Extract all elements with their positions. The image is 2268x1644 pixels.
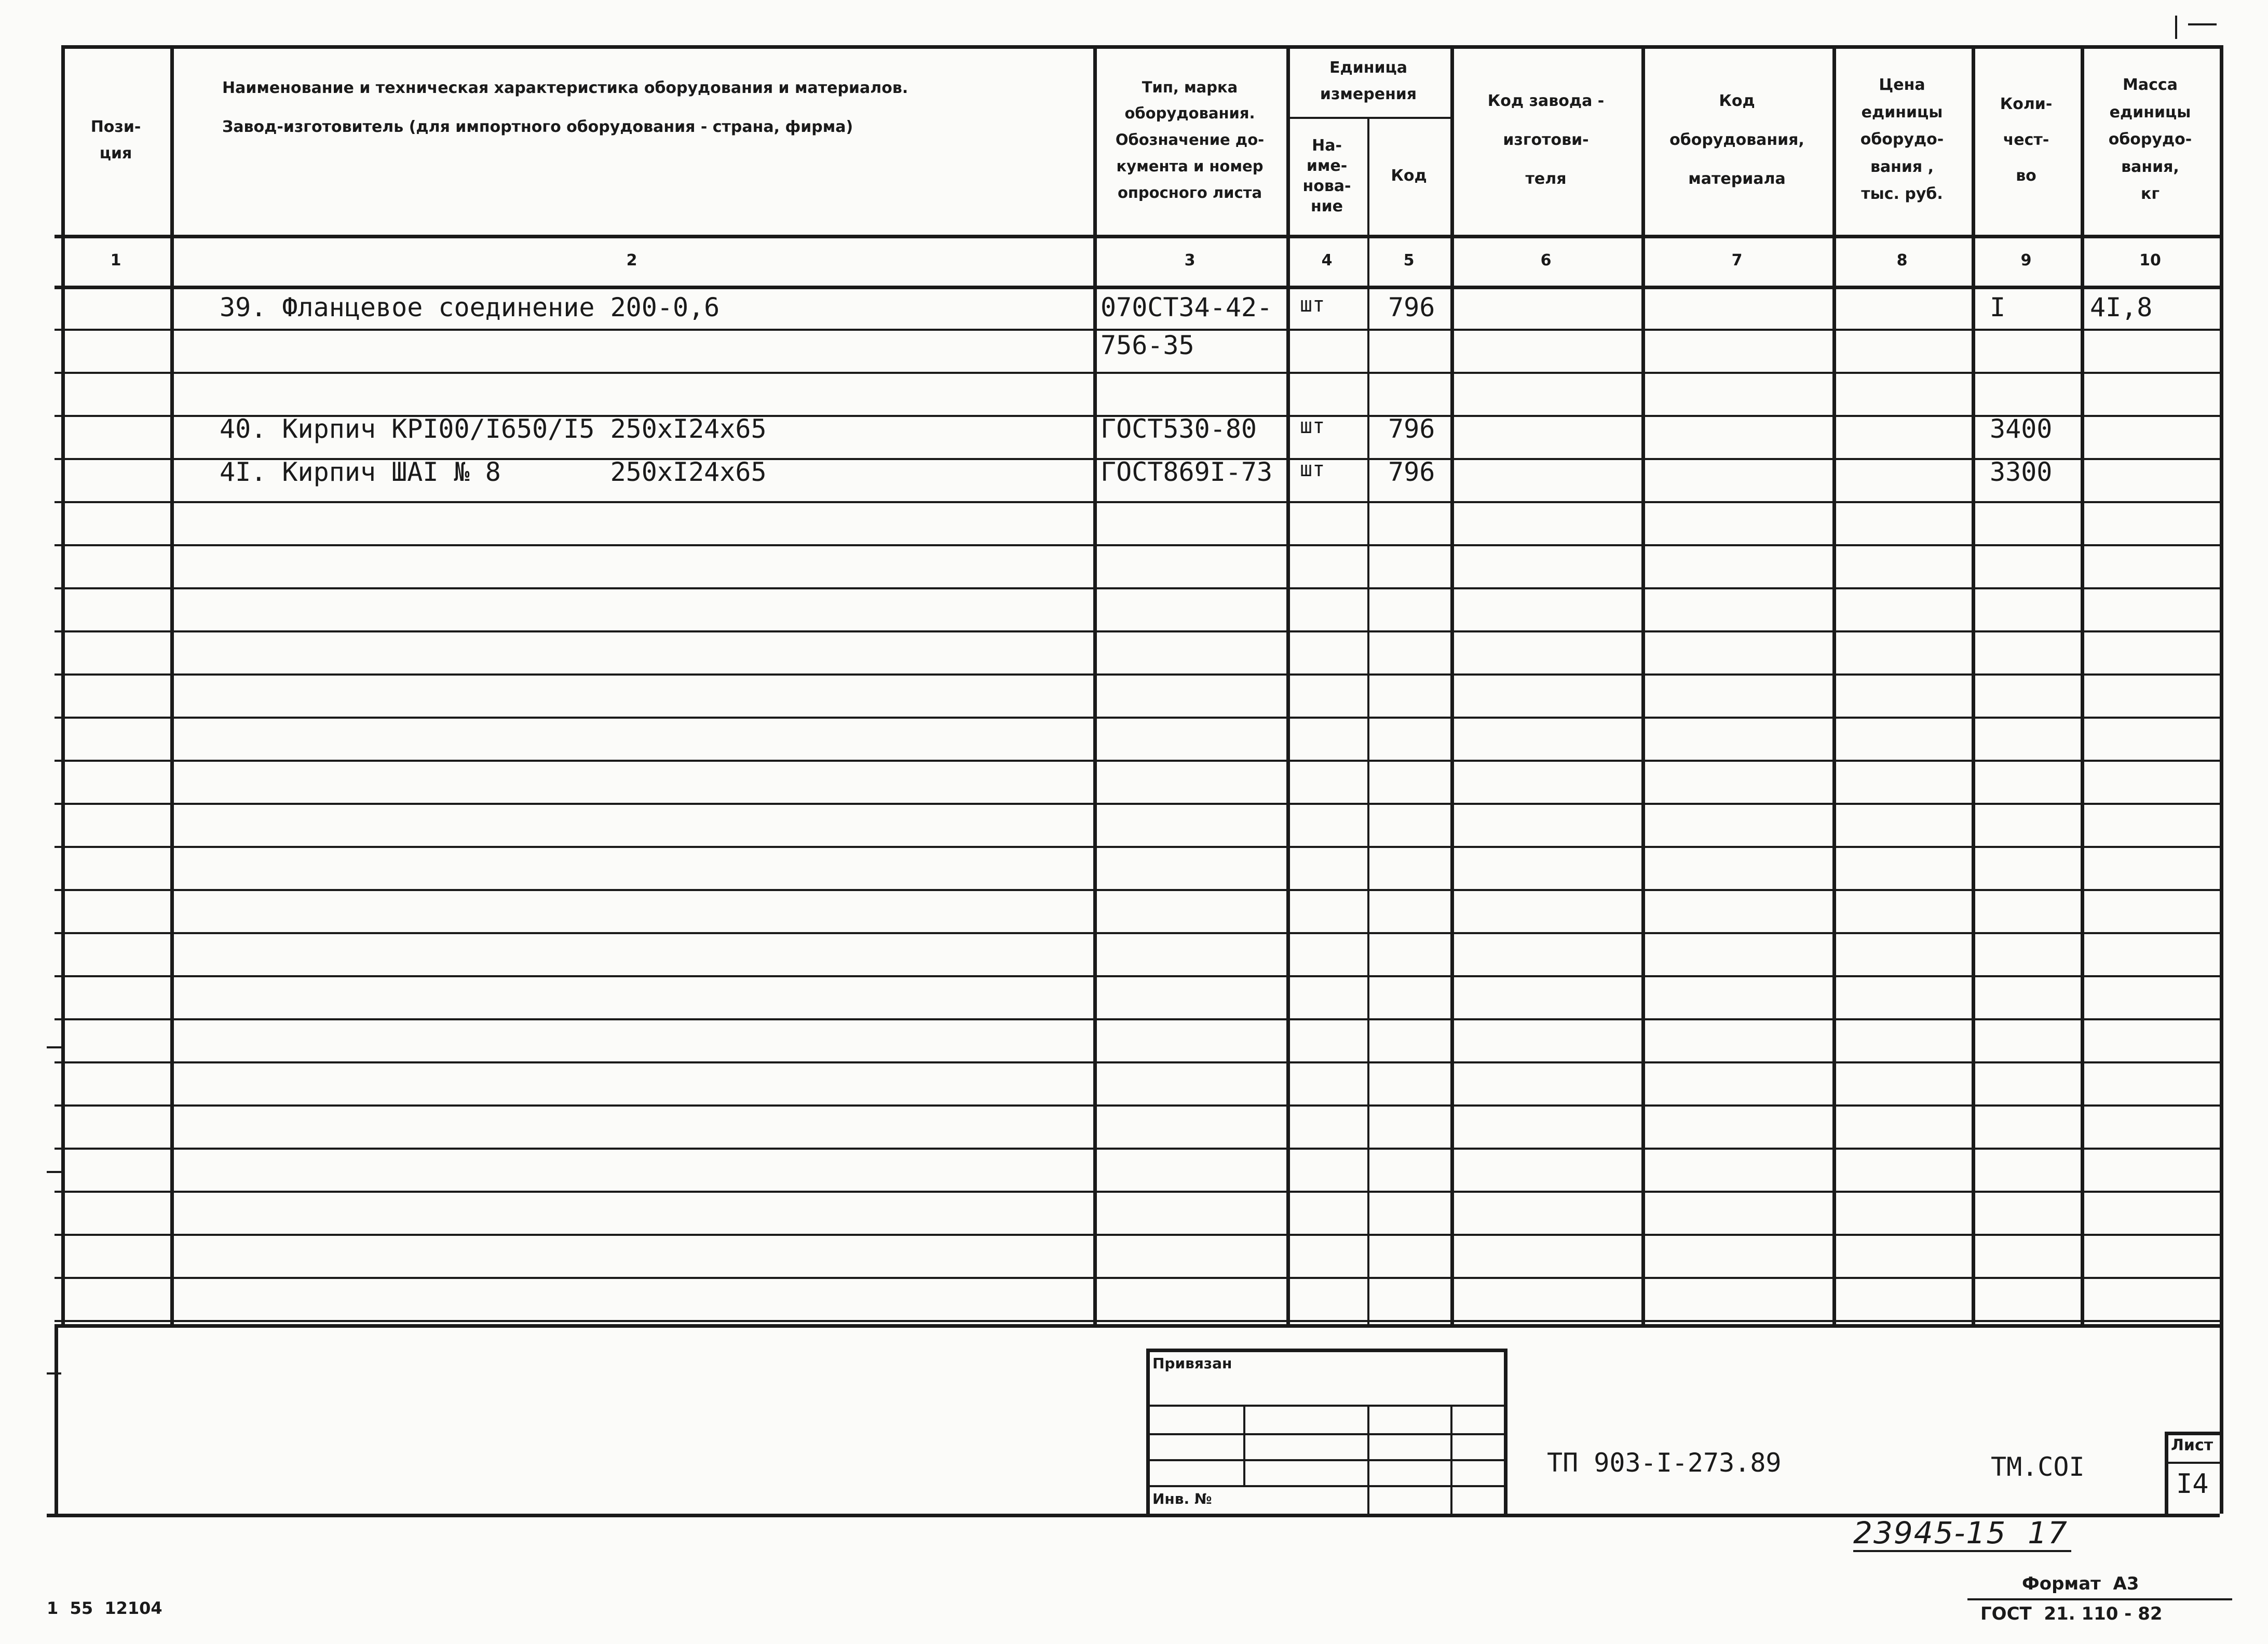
header-name-line: Завод-изготовитель (для импортного оборудования - страна, фирма) <box>222 118 853 136</box>
column-number: 8 <box>1896 251 1908 269</box>
row-document: ГОСТ530-80 <box>1101 414 1257 444</box>
stamp-divider <box>1243 1405 1245 1485</box>
column-number: 7 <box>1731 251 1743 269</box>
left-code: 1 55 12104 <box>47 1598 162 1618</box>
header-type-text <box>1116 74 1264 206</box>
table-row-line <box>55 932 2220 934</box>
table-row-line <box>55 1320 2220 1322</box>
header-unit-name-line: нова- <box>1302 177 1351 195</box>
row-mass: 4I,8 <box>2090 292 2153 322</box>
row-unit: шт <box>1300 414 1325 438</box>
header-mass-line: Масса <box>2123 76 2178 95</box>
header-mass-line: единицы <box>2109 103 2191 122</box>
stamp-attached-label: Привязан <box>1152 1355 1232 1372</box>
header-position-line: ция <box>99 144 132 163</box>
header-quantity-line: во <box>2016 167 2036 185</box>
table-row-line <box>55 673 2220 676</box>
stamp-designation: ТП 903-I-273.89 <box>1547 1448 1782 1478</box>
header-price-line: вания , <box>1870 157 1934 176</box>
footer-rule <box>1967 1598 2232 1600</box>
header-price-line: оборудо- <box>1860 130 1944 149</box>
number-row-bottom <box>55 286 2220 289</box>
table-row-line <box>55 544 2220 546</box>
header-factory-code-text <box>1488 82 1604 198</box>
header-price <box>1832 45 1972 235</box>
sheet-number: I4 <box>2176 1468 2209 1500</box>
header-quantity <box>1972 45 2081 235</box>
header-mass-line: кг <box>2140 185 2160 204</box>
handwritten-number: 23945-15 17 <box>1853 1515 2068 1551</box>
row-document: 070СТ34-42- <box>1101 292 1273 322</box>
header-price-line: Цена <box>1879 76 1925 95</box>
header-equipment-code-line: материала <box>1688 170 1786 188</box>
header-equipment-code-text <box>1669 82 1804 198</box>
header-price-text <box>1860 72 1944 208</box>
table-row-line <box>55 975 2220 977</box>
header-mass-text <box>2109 72 2192 208</box>
standard-label: ГОСТ 21. 110 - 82 <box>1980 1603 2163 1624</box>
row-quantity: I <box>1990 292 2006 322</box>
header-type-line: опросного листа <box>1117 183 1262 201</box>
table-row-line <box>55 1148 2220 1150</box>
table-row-line <box>55 1277 2220 1279</box>
header-position <box>61 45 170 235</box>
header-price-line: тыс. руб. <box>1861 185 1943 204</box>
header-factory-code-line: теля <box>1525 170 1567 188</box>
row-code: 796 <box>1388 414 1435 444</box>
table-row-line <box>55 1061 2220 1063</box>
frame-right <box>2220 45 2223 1514</box>
header-unit-code <box>1367 117 1450 235</box>
header-mass <box>2081 45 2220 235</box>
sheet-box-top <box>2165 1432 2220 1435</box>
row-quantity: 3400 <box>1990 414 2053 444</box>
header-quantity-line: Коли- <box>2000 95 2053 113</box>
format-label: Формат A3 <box>2022 1573 2139 1594</box>
header-type-line: Тип, марка <box>1142 78 1238 96</box>
corner-tick <box>2188 23 2217 25</box>
header-type-line: Обозначение до- <box>1115 131 1265 149</box>
header-factory-code-line: Код завода - <box>1487 92 1605 110</box>
table-row-line <box>55 1018 2220 1020</box>
header-type <box>1093 45 1286 235</box>
stamp-inventory-label: Инв. № <box>1152 1490 1212 1507</box>
header-type-line: оборудования. <box>1124 104 1255 123</box>
header-mass-line: вания, <box>2121 157 2179 176</box>
header-position-line: Пози- <box>90 117 141 136</box>
header-unit-group-line: измерения <box>1320 85 1417 103</box>
column-number: 5 <box>1403 251 1415 269</box>
header-name-line: Наименование и техническая характеристика оборудования и материалов. <box>222 79 908 97</box>
row-unit: шт <box>1300 293 1325 317</box>
header-price-line: единицы <box>1861 103 1943 122</box>
table-row-line <box>55 501 2220 503</box>
stamp-divider <box>1450 1405 1452 1514</box>
table-row-line <box>55 889 2220 891</box>
stamp-top <box>1146 1349 1504 1352</box>
header-equipment-code <box>1641 45 1832 235</box>
sheet-label: Лист <box>2171 1436 2213 1454</box>
header-name <box>170 45 1093 170</box>
column-divider <box>1367 117 1369 1324</box>
row-name: 4I. Кирпич ШАI № 8 250хI24х65 <box>220 457 767 487</box>
column-number: 2 <box>626 251 637 269</box>
corner-tick <box>2175 16 2177 39</box>
column-number: 3 <box>1184 251 1196 269</box>
header-unit-name-line: име- <box>1306 156 1348 175</box>
row-unit: шт <box>1300 457 1325 481</box>
table-row-line <box>55 846 2220 848</box>
row-name: 39. Фланцевое соединение 200-0,6 <box>220 292 720 322</box>
edge-tick <box>47 1372 61 1375</box>
table-row-line <box>55 587 2220 589</box>
row-document: 756-35 <box>1101 330 1194 360</box>
table-row-line <box>55 1191 2220 1193</box>
stamp-left <box>1146 1349 1150 1514</box>
header-factory-code <box>1450 45 1641 235</box>
header-mass-line: оборудо- <box>2108 130 2192 149</box>
table-row-line <box>55 1104 2220 1107</box>
table-row-line <box>55 372 2220 374</box>
header-unit-name <box>1286 117 1367 235</box>
header-unit-name-text <box>1302 136 1351 217</box>
column-number: 1 <box>110 251 121 269</box>
row-quantity: 3300 <box>1990 457 2053 487</box>
row-name: 40. Кирпич КРI00/I650/I5 250хI24х65 <box>220 414 767 444</box>
header-quantity-text <box>2000 86 2053 194</box>
table-row-line <box>55 717 2220 719</box>
header-type-line: кумента и номер <box>1116 157 1264 175</box>
header-unit-code-text <box>1391 163 1427 189</box>
row-code: 796 <box>1388 457 1435 487</box>
table-row-line <box>55 803 2220 805</box>
header-unit-group <box>1286 45 1450 117</box>
header-equipment-code-line: оборудования, <box>1669 131 1804 149</box>
table-row-line <box>55 760 2220 762</box>
header-name-text <box>222 69 908 146</box>
column-number: 4 <box>1321 251 1333 269</box>
header-quantity-line: чест- <box>2003 131 2049 149</box>
header-unit-group-text <box>1320 55 1417 107</box>
edge-tick <box>47 1046 61 1048</box>
table-row-line <box>55 1234 2220 1236</box>
header-unit-code-line: Код <box>1391 167 1427 185</box>
row-document: ГОСТ869I-73 <box>1101 457 1273 487</box>
table-row-line <box>55 630 2220 632</box>
edge-tick <box>47 1171 61 1173</box>
sheet-box-left <box>2165 1432 2168 1514</box>
body-bottom <box>55 1324 2220 1328</box>
stamp-right <box>1504 1349 1508 1514</box>
column-number: 10 <box>2139 251 2161 269</box>
header-factory-code-line: изготови- <box>1503 131 1589 149</box>
header-unit-name-line: На- <box>1312 136 1342 155</box>
header-position-text <box>91 114 141 167</box>
stamp-mark: ТМ.СОI <box>1991 1452 2085 1482</box>
handwritten-underline <box>1853 1550 2071 1552</box>
frame-left-lower <box>55 1324 58 1514</box>
sheet-box-mid <box>2165 1462 2220 1464</box>
header-unit-group-line: Единица <box>1329 59 1407 77</box>
stamp-divider <box>1367 1405 1369 1514</box>
column-number: 6 <box>1540 251 1552 269</box>
header-equipment-code-line: Код <box>1719 92 1755 110</box>
column-number: 9 <box>2020 251 2032 269</box>
header-unit-name-line: ние <box>1310 197 1343 215</box>
row-code: 796 <box>1388 292 1435 322</box>
